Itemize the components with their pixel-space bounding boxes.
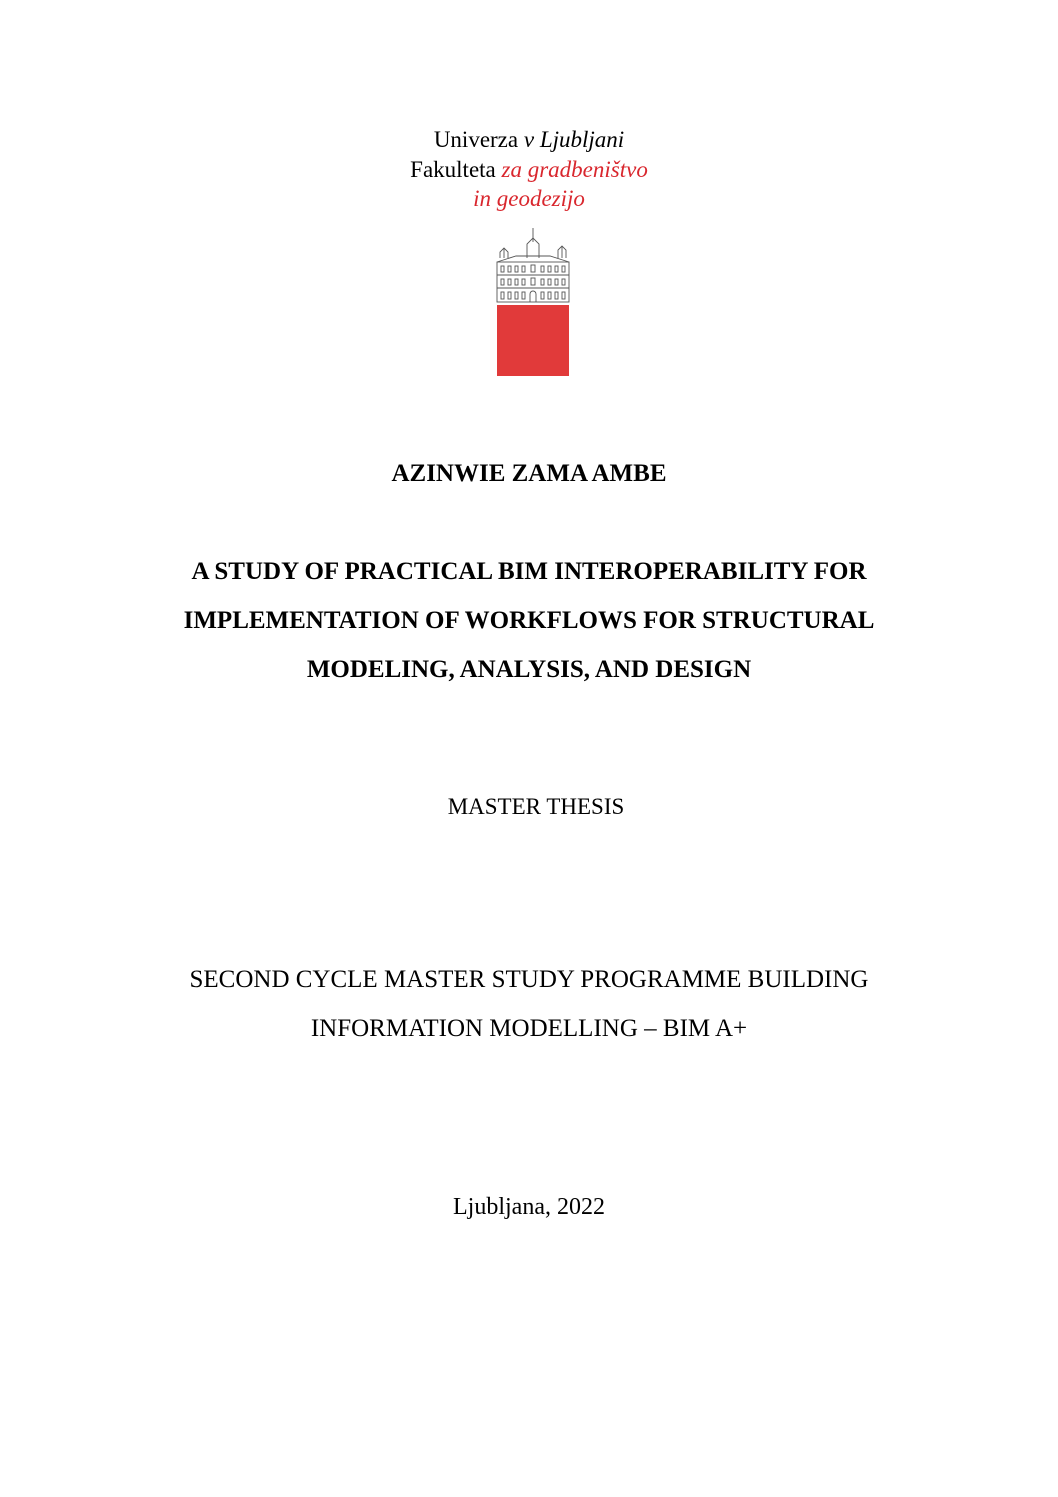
programme-line-2: INFORMATION MODELLING – BIM A+ bbox=[310, 1015, 748, 1042]
author-name: AZINWIE ZAMA AMBE bbox=[391, 460, 667, 487]
thesis-title-line-1: A STUDY OF PRACTICAL BIM INTEROPERABILITY FOR bbox=[191, 558, 867, 585]
place-and-date: Ljubljana, 2022 bbox=[453, 1194, 605, 1220]
programme-line-1: SECOND CYCLE MASTER STUDY PROGRAMME BUILDING bbox=[189, 966, 869, 993]
thesis-title-line-3: MODELING, ANALYSIS, AND DESIGN bbox=[306, 656, 752, 683]
thesis-type: MASTER THESIS bbox=[447, 794, 625, 819]
university-name: Univerza v Ljubljani bbox=[433, 127, 625, 152]
faculty-name: Fakulteta za gradbeništvo bbox=[410, 157, 648, 182]
thesis-title-line-2: IMPLEMENTATION OF WORKFLOWS FOR STRUCTURAL bbox=[183, 607, 875, 634]
university-building-logo bbox=[496, 228, 570, 376]
logo-red-block bbox=[497, 305, 569, 376]
faculty-name-line2: in geodezijo bbox=[473, 186, 585, 211]
